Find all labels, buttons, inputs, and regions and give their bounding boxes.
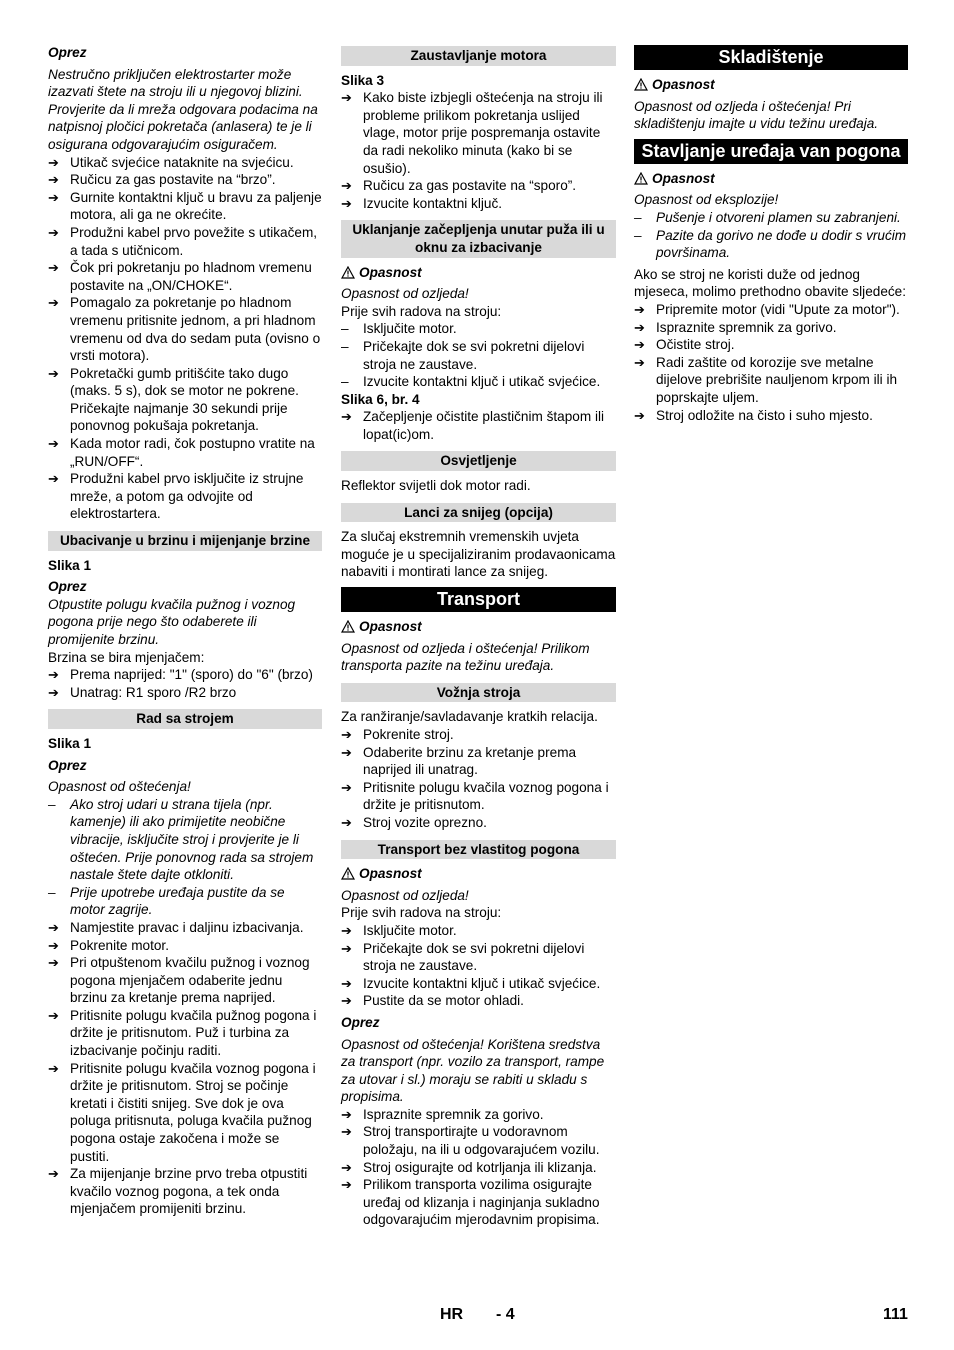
arrow-right-icon: ➔ [634, 319, 645, 335]
footer-language: HR [440, 1306, 464, 1323]
section-heading: Ubacivanje u brzinu i mijenjanje brzine [48, 531, 322, 551]
arrow-right-icon: ➔ [341, 727, 352, 742]
bullet-list-item [341, 1159, 616, 1177]
dash-list [48, 796, 322, 919]
list-item-text: Prema naprijed: "1" (sporo) do "6" (brzo) [70, 667, 313, 683]
warning-triangle-icon [634, 78, 648, 91]
section-heading: Uklanjanje začepljenja unutar puža ili u oknu za izbacivanje [341, 220, 616, 257]
bullet-list-item [341, 1123, 616, 1158]
list-item-text: Čok pri pokretanju po hladnom vremenu postavite na „ON/CHOKE“. [70, 260, 312, 293]
warning-triangle-icon [341, 867, 355, 880]
footer-page-number: 111 [883, 1306, 908, 1323]
arrow-right-icon: ➔ [48, 154, 59, 170]
arrow-right-icon: ➔ [341, 744, 352, 760]
arrow-right-icon: ➔ [341, 940, 352, 956]
bullet-list [48, 666, 322, 701]
list-item-text: Pušenje i otvoreni plamen su zabranjeni. [656, 209, 901, 225]
arrow-right-icon: ➔ [341, 195, 352, 211]
list-item-text: Prilikom transporta vozilima osigurajte uređaj od klizanja i naginjanja sukladno odgovarajućim mjerodavnim propisima. [363, 1177, 600, 1228]
list-item-text: Pričekajte dok se svi pokretni dijelovi stroja ne zaustave. [363, 940, 585, 974]
list-item-text: Očistite stroj. [656, 337, 735, 353]
section-heading: Rad sa strojem [48, 709, 322, 729]
dash-list-item [48, 884, 322, 919]
section-heading: Vožnja stroja [341, 683, 616, 703]
caution-label: Oprez [48, 45, 87, 60]
paragraph: Ako se stroj ne koristi duže od jednog mjeseca, molimo prethodno obavite sljedeće: [634, 266, 907, 300]
list-item-text: Začepljenje očistite plastičnim štapom ili lopat(ic)om. [363, 409, 605, 442]
arrow-right-icon: ➔ [48, 436, 59, 452]
bullet-list-item [341, 992, 616, 1010]
list-item-text: Pomagalo za pokretanje po hladnom vremenu pritisnite jednom, a pri hladnom vremenu od dva do sedam puta (ovisno o vrsti motora). [70, 295, 321, 364]
bullet-list-item [48, 435, 322, 470]
dash-marker: – [341, 338, 349, 354]
section-heading: Transport bez vlastitog pogona [341, 840, 616, 860]
list-item-text: Isključite motor. [363, 922, 457, 938]
arrow-right-icon: ➔ [48, 1166, 59, 1182]
dash-list-item [341, 320, 616, 338]
arrow-right-icon: ➔ [634, 337, 645, 353]
dash-marker: – [341, 321, 349, 337]
bullet-list-item [634, 301, 908, 319]
list-item-text: Odaberite brzinu za kretanje prema naprijed ili unatrag. [363, 744, 577, 778]
danger-label [341, 264, 616, 282]
list-item-text: Utikač svjećice nataknite na svjećicu. [70, 154, 294, 170]
list-item-text: Isključite motor. [363, 321, 457, 337]
list-item-text: Ispraznite spremnik za gorivo. [656, 319, 837, 335]
paragraph: Prije svih radova na stroju: [341, 905, 502, 921]
arrow-right-icon: ➔ [341, 409, 352, 425]
list-item-text: Pritisnite polugu kvačila pužnog pogona i držite je pritisnutom. Puž i turbina za izbacivanje počinju raditi. [70, 1007, 317, 1059]
bullet-list-item [48, 259, 322, 294]
list-item-text: Ispraznite spremnik za gorivo. [363, 1106, 544, 1122]
list-item-text: Pritisnite polugu kvačila voznog pogona i držite je pritisnutom. Stroj se počinje kretati i čistiti snijeg. Sve dok je ova poluga pritisnuta, poluga kvačila pužnog pogona ostaje zakočena i može se pustiti. [70, 1060, 316, 1164]
bullet-list-item [341, 922, 616, 940]
danger-label [634, 76, 908, 94]
dash-list [634, 209, 908, 262]
figure-ref: Slika 1 [48, 735, 92, 751]
bullet-list-item [48, 1165, 322, 1218]
bullet-list-item [48, 684, 322, 702]
list-item-text: Pripremite motor (vidi "Upute za motor"). [656, 301, 900, 317]
bullet-list-item [48, 666, 322, 684]
danger-label [341, 865, 616, 883]
bullet-list [341, 89, 616, 212]
arrow-right-icon: ➔ [48, 189, 59, 205]
list-item-text: Stroj osigurajte od kotrljanja ili klizanja. [363, 1159, 597, 1175]
list-item-text: Produžni kabel prvo povežite s utikačem, a tada s utičnicom. [70, 224, 318, 258]
list-item-text: Pokretački gumb pritišćite tako dugo (maks. 5 s), dok se motor ne pokrene. Pričekajte najmanje 30 sekundi prije ponovnog pokušaja pokretanja. [70, 365, 299, 434]
arrow-right-icon: ➔ [48, 667, 59, 683]
dash-list-item [634, 227, 908, 262]
arrow-right-icon: ➔ [634, 354, 645, 370]
dash-list-item [341, 338, 616, 373]
caution-text: Otpustite polugu kvačila pužnog i voznog pogona prije nego što odaberete ili promijenite brzinu. [48, 596, 296, 647]
arrow-right-icon: ➔ [341, 1159, 352, 1175]
warning-triangle-icon [634, 172, 648, 185]
bullet-list-item [48, 189, 322, 224]
bullet-list [341, 408, 616, 443]
list-item-text: Izvucite kontaktni ključ. [363, 195, 503, 211]
bullet-list-item [341, 975, 616, 993]
arrow-right-icon: ➔ [341, 779, 352, 795]
list-item-text: Za mijenjanje brzine prvo treba otpustiti kvačilo voznog pogona, a tek onda mjenjačem promijeniti brzinu. [70, 1166, 308, 1217]
warning-triangle-icon [341, 620, 355, 633]
paragraph: Prije svih radova na stroju: [341, 303, 502, 319]
arrow-right-icon: ➔ [341, 975, 352, 991]
chapter-heading: Stavljanje uređaja van pogona [634, 139, 908, 164]
dash-marker: – [48, 796, 56, 812]
arrow-right-icon: ➔ [48, 295, 59, 311]
arrow-right-icon: ➔ [48, 955, 59, 971]
list-item-text: Izvucite kontaktni ključ i utikač svjećice. [363, 975, 601, 991]
bullet-list-item [48, 470, 322, 523]
figure-ref: Slika 3 [341, 72, 385, 88]
bullet-list-item [48, 224, 322, 259]
arrow-right-icon: ➔ [48, 937, 59, 953]
bullet-list-item [341, 726, 616, 744]
bullet-list [341, 922, 616, 1010]
arrow-right-icon: ➔ [48, 224, 59, 240]
list-item-text: Unatrag: R1 sporo /R2 brzo [70, 684, 237, 700]
arrow-right-icon: ➔ [341, 993, 352, 1009]
bullet-list-item [48, 365, 322, 435]
chapter-heading: Skladištenje [634, 45, 908, 70]
bullet-list-item [341, 779, 616, 814]
arrow-right-icon: ➔ [48, 1060, 59, 1076]
list-item-text: Prije upotrebe uređaja pustite da se motor zagrije. [70, 884, 285, 918]
caution-text: Opasnost od oštećenja! [48, 779, 191, 795]
paragraph: Za slučaj ekstremnih vremenskih uvjeta moguće je u specijaliziranim prodavaonicama nabaviti i montirati lance za snijeg. [341, 529, 616, 580]
arrow-right-icon: ➔ [341, 814, 352, 830]
list-item-text: Pri otpuštenom kvačilu pužnog i voznog pogona mjenjačem odaberite jednu brzinu za kretanje prema naprijed. [70, 955, 310, 1006]
bullet-list [48, 154, 322, 523]
paragraph: Reflektor svijetli dok motor radi. [341, 478, 531, 494]
bullet-list-item [341, 177, 616, 195]
bullet-list-item [48, 937, 322, 955]
danger-text: Opasnost od ozljeda! [341, 887, 469, 903]
bullet-list-item [341, 940, 616, 975]
list-item-text: Izvucite kontaktni ključ i utikač svjećice. [363, 374, 601, 390]
caution-label: Oprez [341, 1014, 380, 1030]
bullet-list-item [634, 319, 908, 337]
arrow-right-icon: ➔ [634, 407, 645, 423]
danger-label-text: Opasnost [359, 619, 422, 635]
list-item-text: Ako stroj udari u strana tijela (npr. kamenje) ili ako primijetite neobične vibracije, isključite stroj i provjerite je li oštećen. Prije ponovnog rada sa strojem nastale štete dajte otkloniti. [70, 796, 314, 883]
bullet-list [48, 919, 322, 1218]
dash-marker: – [48, 884, 56, 900]
bullet-list-item [341, 1106, 616, 1124]
column-1 [48, 44, 322, 1218]
arrow-right-icon: ➔ [341, 1177, 352, 1193]
bullet-list-item [341, 89, 616, 177]
list-item-text: Pričekajte dok se svi pokretni dijelovi stroja ne zaustave. [363, 338, 585, 372]
dash-list-item [341, 373, 616, 391]
section-heading: Osvjetljenje [341, 451, 616, 471]
arrow-right-icon: ➔ [341, 1106, 352, 1122]
bullet-list-item [48, 154, 322, 172]
list-item-text: Radi zaštite od korozije sve metalne dijelove prebrišite nauljenom krpom ili ih poprskajte uljem. [656, 354, 898, 405]
bullet-list-item [48, 954, 322, 1007]
bullet-list-item [341, 195, 616, 213]
list-item-text: Ručicu za gas postavite na “brzo”. [70, 172, 276, 188]
list-item-text: Kako biste izbjegli oštećenja na stroju ili probleme prilikom pokretanja uslijed vlage, motor prije pospremanja ostavite da radi nekoliko minuta (kako bi se osušio). [363, 90, 603, 176]
bullet-list-item [634, 407, 908, 425]
list-item-text: Produžni kabel prvo isključite iz strujne mreže, a potom ga odvojite od elektrostartera. [70, 471, 304, 522]
bullet-list-item [341, 744, 616, 779]
list-item-text: Stroj vozite oprezno. [363, 814, 487, 830]
caution-text: Opasnost od oštećenja! Korištena sredstva za transport (npr. vozilo za transport, rampe za utovar i sl.) moraju se rabiti u skladu s propisima. [341, 1036, 605, 1105]
list-item-text: Gurnite kontaktni ključ u bravu za paljenje motora, ali ga ne okrećite. [70, 189, 322, 223]
danger-label [634, 170, 908, 188]
danger-label-text: Opasnost [359, 866, 422, 882]
arrow-right-icon: ➔ [48, 471, 59, 487]
arrow-right-icon: ➔ [341, 1124, 352, 1140]
dash-marker: – [341, 374, 349, 390]
danger-text: Opasnost od eksplozije! [634, 192, 779, 208]
arrow-right-icon: ➔ [634, 301, 645, 317]
caution-text: Nestručno priključen elektrostarter može izazvati štete na stroju ili u njegovoj blizini. Provjerite da li mreža odgovara podacima na natpisnoj pločici pokretača (anlasera) te je li osigurana odgovarajućim osiguračem. [48, 66, 318, 152]
list-item-text: Pritisnite polugu kvačila voznog pogona i držite je pritisnutom. [363, 779, 609, 813]
figure-ref: Slika 1 [48, 557, 92, 573]
danger-label-text: Opasnost [359, 264, 422, 280]
list-item-text: Stroj odložite na čisto i suho mjesto. [656, 407, 873, 423]
danger-text: Opasnost od ozljeda i oštećenja! Prilikom transporta pazite na težinu uređaja. [341, 640, 590, 674]
bullet-list-item [634, 336, 908, 354]
figure-ref: Slika 6, br. 4 [341, 391, 420, 407]
bullet-list-item [48, 171, 322, 189]
caution-label: Oprez [48, 757, 87, 773]
bullet-list-item [341, 1176, 616, 1229]
bullet-list-item [48, 294, 322, 364]
section-heading: Zaustavljanje motora [341, 46, 616, 66]
paragraph: Brzina se bira mjenjačem: [48, 649, 205, 665]
bullet-list-item [341, 814, 616, 832]
dash-list [341, 320, 616, 390]
section-heading: Lanci za snijeg (opcija) [341, 503, 616, 523]
danger-label-text: Opasnost [652, 170, 715, 186]
list-item-text: Pustite da se motor ohladi. [363, 993, 524, 1009]
dash-marker: – [634, 227, 642, 243]
column-2 [341, 44, 616, 1229]
bullet-list [341, 1106, 616, 1229]
danger-text: Opasnost od ozljeda! [341, 286, 469, 302]
arrow-right-icon: ➔ [341, 178, 352, 194]
bullet-list [634, 301, 908, 424]
danger-label [341, 618, 616, 636]
caution-label: Oprez [48, 579, 87, 595]
arrow-right-icon: ➔ [341, 922, 352, 938]
arrow-right-icon: ➔ [341, 90, 352, 106]
bullet-list-item [48, 1060, 322, 1166]
bullet-list [341, 726, 616, 832]
arrow-right-icon: ➔ [48, 684, 59, 700]
arrow-right-icon: ➔ [48, 919, 59, 935]
dash-marker: – [634, 209, 642, 225]
list-item-text: Stroj transportirajte u vodoravnom položaju, na ili u odgovarajućem vozilu. [363, 1124, 600, 1158]
chapter-heading: Transport [341, 587, 616, 612]
column-3 [634, 44, 908, 424]
bullet-list-item [48, 919, 322, 937]
arrow-right-icon: ➔ [48, 1007, 59, 1023]
warning-triangle-icon [341, 266, 355, 279]
list-item-text: Namjestite pravac i daljinu izbacivanja. [70, 919, 304, 935]
arrow-right-icon: ➔ [48, 172, 59, 188]
danger-text: Opasnost od ozljeda i oštećenja! Pri skladištenju imajte u vidu težinu uređaja. [634, 98, 879, 132]
list-item-text: Pokrenite motor. [70, 937, 169, 953]
arrow-right-icon: ➔ [48, 260, 59, 276]
footer-local-page: - 4 [496, 1306, 515, 1323]
bullet-list-item [48, 1007, 322, 1060]
bullet-list-item [634, 354, 908, 407]
arrow-right-icon: ➔ [48, 365, 59, 381]
list-item-text: Ručicu za gas postavite na “sporo”. [363, 178, 577, 194]
list-item-text: Pokrenite stroj. [363, 727, 454, 742]
paragraph: Za ranžiranje/savladavanje kratkih relacija. [341, 709, 598, 725]
danger-label-text: Opasnost [652, 77, 715, 92]
dash-list-item [634, 209, 908, 227]
dash-list-item [48, 796, 322, 884]
list-item-text: Kada motor radi, čok postupno vratite na „RUN/OFF“. [70, 436, 315, 469]
list-item-text: Pazite da gorivo ne dođe u dodir s vrućim površinama. [656, 227, 907, 261]
bullet-list-item [341, 408, 616, 443]
